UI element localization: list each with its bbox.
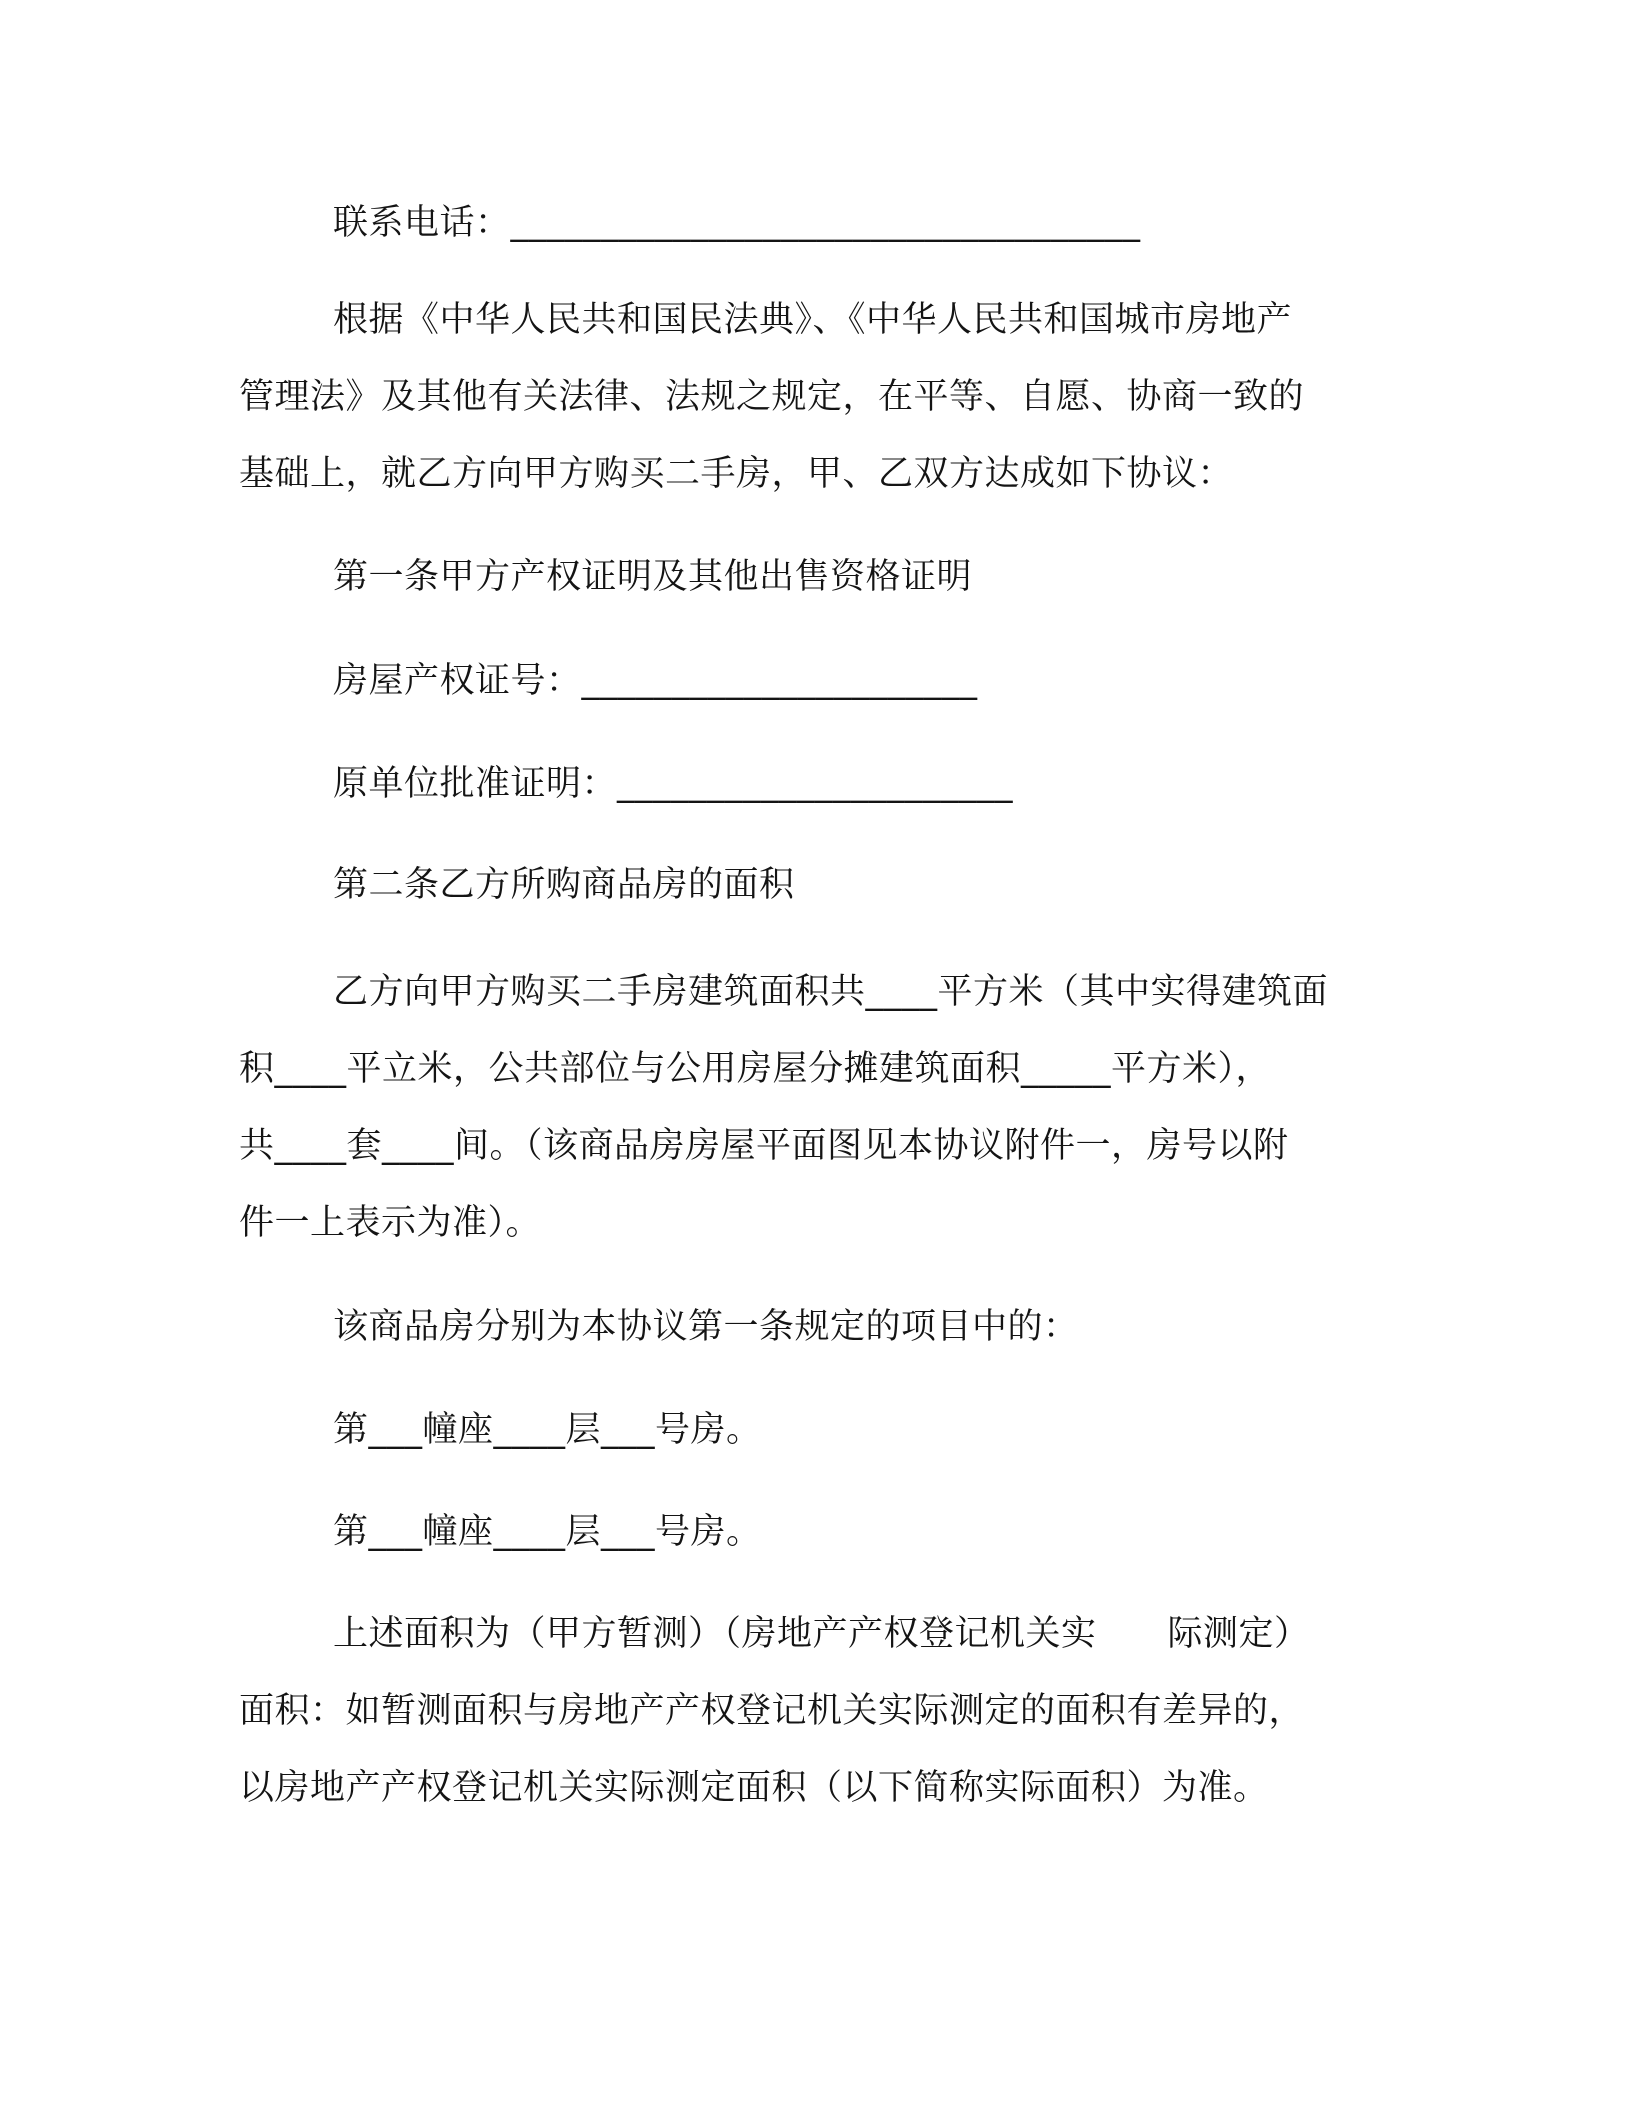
measure-paragraph-line-1: 上述面积为（甲方暂测）（房地产产权登记机关实 际测定）: [333, 1614, 1310, 1654]
approval-cert-line: 原单位批准证明：______________________: [333, 764, 1014, 804]
contact-phone-line: 联系电话：___________________________________: [333, 203, 1141, 243]
preamble-line-2: 管理法》及其他有关法律、法规之规定，在平等、自愿、协商一致的: [239, 377, 1305, 417]
area-paragraph-line-3: 共____套____间。（该商品房房屋平面图见本协议附件一，房号以附: [239, 1126, 1289, 1166]
measure-paragraph-line-2: 面积：如暂测面积与房地产产权登记机关实际测定的面积有差异的，: [239, 1691, 1305, 1731]
article1-title: 第一条甲方产权证明及其他出售资格证明: [333, 557, 973, 597]
area-paragraph-line-1: 乙方向甲方购买二手房建筑面积共____平方米（其中实得建筑面: [333, 972, 1329, 1012]
unit-line-2: 第___幢座____层___号房。: [333, 1512, 762, 1552]
article2-title: 第二条乙方所购商品房的面积: [333, 865, 795, 905]
preamble-line-3: 基础上，就乙方向甲方购买二手房，甲、乙双方达成如下协议：: [239, 454, 1234, 494]
area-paragraph-line-4: 件一上表示为准）。: [239, 1203, 542, 1243]
measure-paragraph-line-3: 以房地产产权登记机关实际测定面积（以下简称实际面积）为准。: [239, 1768, 1269, 1808]
area-paragraph-line-2: 积____平立米，公共部位与公用房屋分摊建筑面积_____平方米），: [239, 1049, 1272, 1089]
location-intro: 该商品房分别为本协议第一条规定的项目中的：: [333, 1307, 1079, 1347]
property-cert-line: 房屋产权证号：______________________: [333, 661, 978, 701]
preamble-line-1: 根据《中华人民共和国民法典》、《中华人民共和国城市房地产: [333, 300, 1293, 340]
unit-line-1: 第___幢座____层___号房。: [333, 1410, 762, 1450]
